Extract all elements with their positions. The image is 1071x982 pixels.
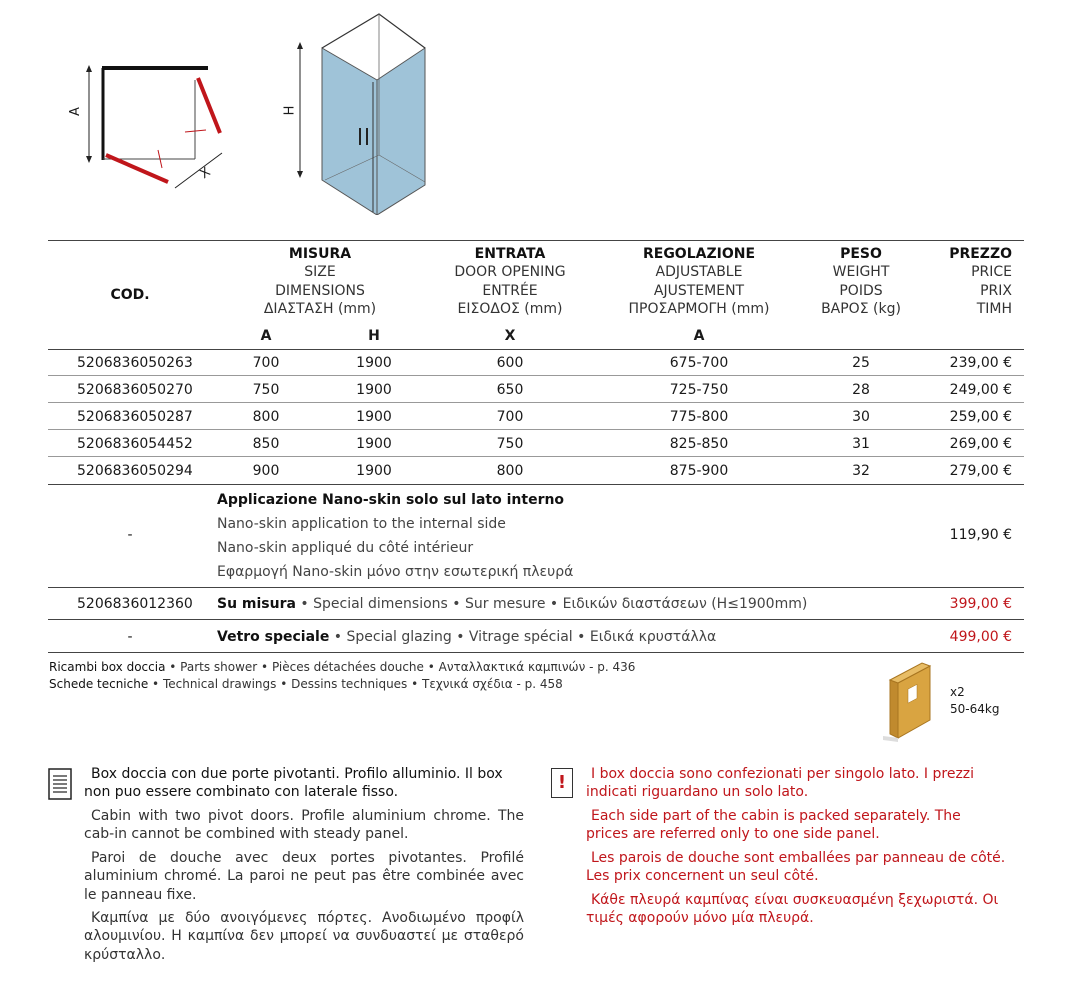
cell-h: 1900 <box>356 436 392 452</box>
cell-a: 900 <box>252 463 280 479</box>
note-drawings-lead: Schede tecniche <box>49 677 149 691</box>
cell-price: 249,00 € <box>949 382 1012 398</box>
cell-x: 800 <box>496 463 524 479</box>
note-parts-rest: • Parts shower • Pièces détachées douche • Ανταλλακτικά καμπινών - p. 436 <box>165 660 636 674</box>
vetro-desc-line <box>217 629 716 645</box>
vetro-desc: • Special glazing • Vitrage spécial • Ειδικά κρυστάλλα <box>329 629 717 645</box>
desc-right-en: Each side part of the cabin is packed separately. The prices are referred only to one side panel. <box>586 808 961 843</box>
row-divider <box>48 429 1024 430</box>
nano-line-fr: Nano-skin appliqué du côté intérieur <box>217 540 474 556</box>
alert-icon <box>551 768 573 798</box>
cell-peso: 25 <box>852 355 870 371</box>
cell-adj: 775-800 <box>669 409 729 425</box>
cell-peso: 28 <box>852 382 870 398</box>
desc-right-gr: Κάθε πλευρά καμπίνας είναι συσκευασμένη ξεχωριστά. Οι τιμές αφορούν μόνο μία πλευρά. <box>586 892 999 927</box>
cell-cod: 5206836050294 <box>77 463 193 479</box>
subheader-adj: A <box>693 328 705 344</box>
plan-label-x: X <box>197 164 214 183</box>
note-parts-lead: Ricambi box doccia <box>49 660 166 674</box>
row-divider <box>48 456 1024 457</box>
desc-right-fr: Les parois de douche sont emballées par panneau de côté. Les prix concernent un seul côté. <box>586 850 1006 885</box>
misura-price: 399,00 € <box>949 596 1012 612</box>
cell-price: 239,00 € <box>949 355 1012 371</box>
alert-icon-glyph: ! <box>557 772 567 793</box>
nano-price: 119,90 € <box>949 527 1012 543</box>
misura-desc: • Special dimensions • Sur mesure • Ειδικών διαστάσεων (H≤1900mm) <box>295 596 808 612</box>
table-top-rule <box>48 240 1024 241</box>
cell-cod: 5206836050287 <box>77 409 193 425</box>
cell-adj: 825-850 <box>669 436 729 452</box>
header-regolazione: REGOLAZIONE ADJUSTABLE AJUSTEMENT ΠΡΟΣΑΡΜΟΓΗ (mm) <box>628 246 770 317</box>
cell-peso: 32 <box>852 463 870 479</box>
vetro-title: Vetro speciale <box>217 629 330 645</box>
header-misura: MISURA SIZE DIMENSIONS ΔΙΑΣΤΑΣΗ (mm) <box>263 246 377 317</box>
package-weight: 50-64kg <box>950 702 1000 716</box>
cell-x: 600 <box>496 355 524 371</box>
cell-price: 279,00 € <box>949 463 1012 479</box>
header-cod: COD. <box>110 287 150 303</box>
cell-x: 650 <box>496 382 524 398</box>
package-qty: x2 <box>950 685 965 699</box>
desc-left-it: Box doccia con due porte pivotanti. Profilo alluminio. Il box non puo essere combinato con laterale fisso. <box>84 766 503 801</box>
desc-left-en: Cabin with two pivot doors. Profile aluminium chrome. The cab-in cannot be combined with steady panel. <box>84 808 524 843</box>
desc-left-fr: Paroi de douche avec deux portes pivotantes. Profilé aluminium chromé. La paroi ne peut pas être combinée avec le panneau fixe. <box>84 850 524 903</box>
row-divider <box>48 375 1024 376</box>
note-drawings-rest: • Technical drawings • Dessins techniques • Τεχνικά σχέδια - p. 458 <box>148 677 563 691</box>
cabin-diagram <box>285 10 435 215</box>
note-drawings[interactable] <box>49 677 563 691</box>
document-icon <box>47 767 75 801</box>
cell-adj: 725-750 <box>669 382 729 398</box>
cabin-label-h: H <box>282 105 298 116</box>
cell-x: 700 <box>496 409 524 425</box>
cell-a: 700 <box>252 355 280 371</box>
subheader-h: H <box>368 328 380 344</box>
cell-h: 1900 <box>356 355 392 371</box>
cell-a: 850 <box>252 436 280 452</box>
header-bottom-rule <box>48 349 1024 350</box>
misura-title: Su misura <box>217 596 296 612</box>
rows-bottom-rule <box>48 484 1024 485</box>
desc-left-gr: Καμπίνα με δύο ανοιγόμενες πόρτες. Ανοδιωμένο προφίλ αλουμινίου. Η καμπίνα δεν μπορεί να συνδυαστεί με σταθερό κρύσταλλο. <box>84 910 524 963</box>
cell-a: 750 <box>252 382 280 398</box>
cell-a: 800 <box>252 409 280 425</box>
misura-bottom-rule <box>48 619 1024 620</box>
subheader-x: X <box>504 328 516 344</box>
cell-h: 1900 <box>356 382 392 398</box>
nano-line-en: Nano-skin application to the internal side <box>217 516 506 532</box>
cell-cod: 5206836050270 <box>77 382 193 398</box>
cell-price: 269,00 € <box>949 436 1012 452</box>
nano-cod: - <box>127 527 133 543</box>
nano-line-gr: Εφαρμογή Nano-skin μόνο στην εσωτερική πλευρά <box>217 564 574 580</box>
vetro-price: 499,00 € <box>949 629 1012 645</box>
header-entrata: ENTRATA DOOR OPENING ENTRÉE ΕΙΣΟΔΟΣ (mm) <box>454 246 566 317</box>
desc-right-it: I box doccia sono confezionati per singolo lato. I prezzi indicati riguardano un solo lato. <box>586 766 975 801</box>
cell-adj: 875-900 <box>669 463 729 479</box>
misura-cod: 5206836012360 <box>77 596 193 612</box>
nano-bottom-rule <box>48 587 1024 588</box>
cell-adj: 675-700 <box>669 355 729 371</box>
vetro-cod: - <box>127 629 133 645</box>
cell-peso: 31 <box>852 436 870 452</box>
nano-title: Applicazione Nano-skin solo sul lato interno <box>217 492 565 508</box>
package-icon <box>880 658 940 743</box>
table-bottom-rule <box>48 652 1024 653</box>
cell-price: 259,00 € <box>949 409 1012 425</box>
cell-h: 1900 <box>356 463 392 479</box>
row-divider <box>48 402 1024 403</box>
cell-cod: 5206836054452 <box>77 436 193 452</box>
cell-cod: 5206836050263 <box>77 355 193 371</box>
misura-desc-line <box>217 596 807 612</box>
header-peso: PESO WEIGHT POIDS ΒΑΡΟΣ (kg) <box>821 246 901 317</box>
plan-label-a: A <box>67 107 83 116</box>
subheader-a: A <box>260 328 272 344</box>
header-prezzo: PREZZO PRICE PRIX ΤΙΜΗ <box>949 246 1012 317</box>
cell-h: 1900 <box>356 409 392 425</box>
cell-peso: 30 <box>852 409 870 425</box>
cell-x: 750 <box>496 436 524 452</box>
note-parts[interactable] <box>49 660 635 674</box>
